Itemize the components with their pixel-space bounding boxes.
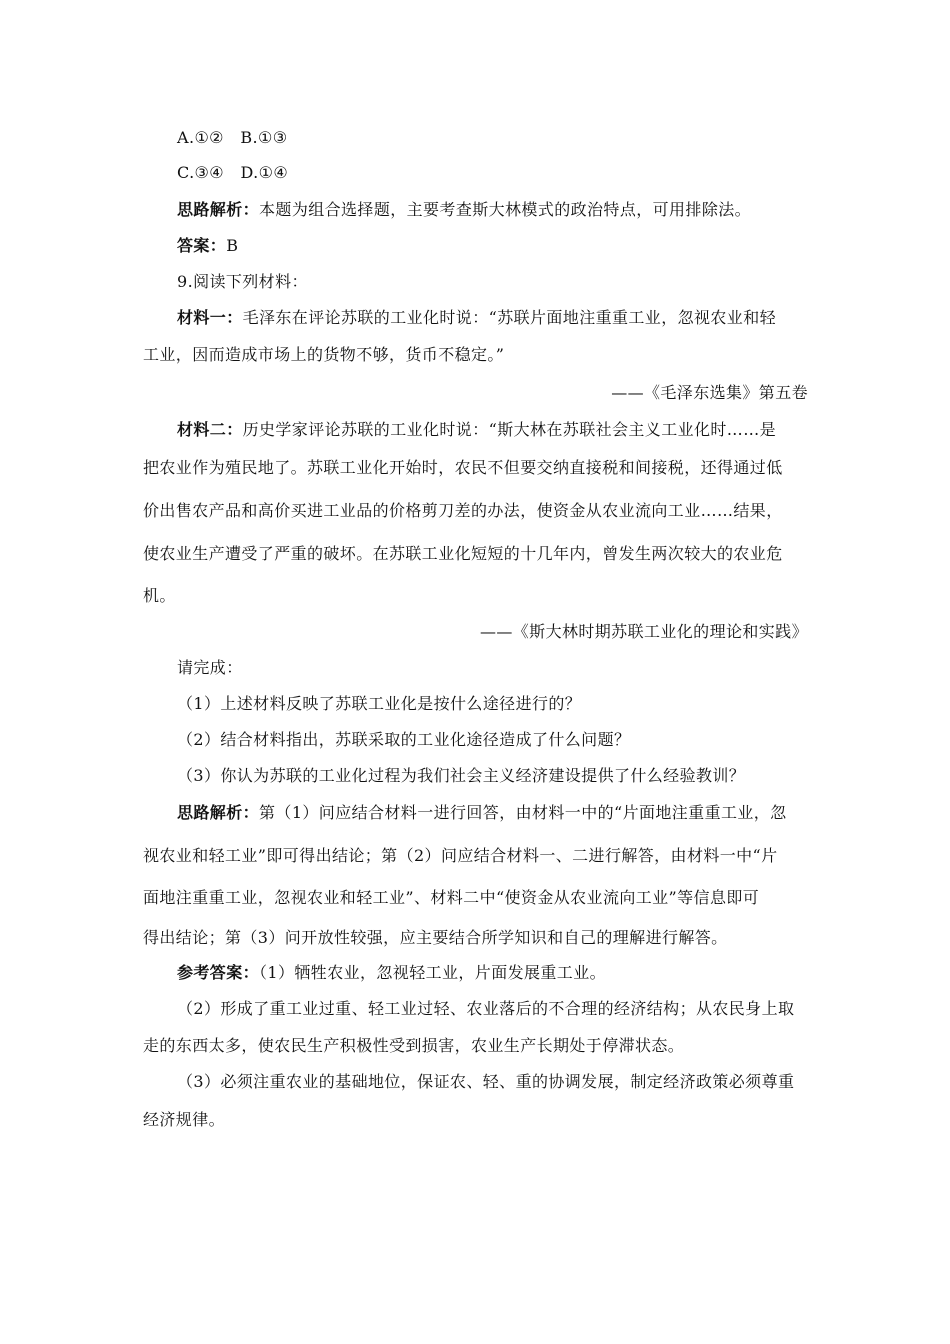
options-line-2: C.③④ D.①④ <box>177 163 289 182</box>
q9-title: 9.阅读下列材料： <box>177 272 308 291</box>
q9-analysis-line-1 <box>143 803 808 823</box>
material2-text-1: 历史学家评论苏联的工业化时说：“斯大林在苏联社会主义工业化时……是 <box>242 420 776 439</box>
material1-label: 材料一： <box>177 308 243 327</box>
q9-answer-3-line-2: 经济规律。 <box>143 1110 226 1129</box>
q9-answer-2-line-1: （2）形成了重工业过重、轻工业过轻、农业落后的不合理的经济结构；从农民身上取 <box>177 999 795 1018</box>
question-2: （2）结合材料指出，苏联采取的工业化途径造成了什么问题？ <box>177 730 631 749</box>
material2-source: ——《斯大林时期苏联工业化的理论和实践》 <box>479 622 808 641</box>
material1-line-1 <box>143 308 808 328</box>
q9-answer-1: （1）牺牲农业，忽视轻工业，片面发展重工业。 <box>259 963 606 982</box>
material2-line-4: 使农业生产遭受了严重的破坏。在苏联工业化短短的十几年内，曾发生两次较大的农业危 <box>143 544 783 563</box>
q8-answer <box>143 236 808 256</box>
material2-label: 材料二： <box>177 420 243 439</box>
material1-text-1: 毛泽东在评论苏联的工业化时说：“苏联片面地注重重工业，忽视农业和轻 <box>242 308 776 327</box>
q9-answer-label: 参考答案： <box>177 963 260 982</box>
material2-line-2: 把农业作为殖民地了。苏联工业化开始时，农民不但要交纳直接税和间接税，还得通过低 <box>143 458 783 477</box>
options-line-1: A.①② B.①③ <box>177 128 288 147</box>
prompt: 请完成： <box>177 658 243 677</box>
material1-line-2: 工业，因而造成市场上的货物不够，货币不稳定。” <box>143 345 505 364</box>
material2-line-5: 机。 <box>143 586 176 605</box>
question-3: （3）你认为苏联的工业化过程为我们社会主义经济建设提供了什么经验教训？ <box>177 766 746 785</box>
q9-answer-2-line-2: 走的东西太多，使农民生产积极性受到损害，农业生产长期处于停滞状态。 <box>143 1036 685 1055</box>
material1-source: ——《毛泽东选集》第五卷 <box>611 383 808 402</box>
material2-line-3: 价出售农产品和高价买进工业品的价格剪刀差的办法，使资金从农业流向工业……结果， <box>143 501 783 520</box>
q8-analysis-label: 思路解析： <box>177 200 260 219</box>
q9-answer-3-line-1: （3）必须注重农业的基础地位，保证农、轻、重的协调发展，制定经济政策必须尊重 <box>177 1072 795 1091</box>
document-page <box>143 0 808 1344</box>
q8-analysis-text: 本题为组合选择题，主要考查斯大林模式的政治特点，可用排除法。 <box>259 200 752 219</box>
q9-answer-line-1 <box>143 963 808 983</box>
q9-analysis-text-1: 第（1）问应结合材料一进行回答，由材料一中的“片面地注重重工业，忽 <box>259 803 787 822</box>
q9-analysis-line-3: 面地注重重工业，忽视农业和轻工业”、材料二中“使资金从农业流向工业”等信息即可 <box>143 888 760 907</box>
q8-answer-label: 答案： <box>177 236 227 255</box>
q9-analysis-line-4: 得出结论；第（3）问开放性较强，应主要结合所学知识和自己的理解进行解答。 <box>143 928 728 947</box>
material2-line-1 <box>143 420 808 440</box>
q8-answer-text: B <box>226 236 239 255</box>
q8-analysis <box>143 200 808 220</box>
q9-analysis-line-2: 视农业和轻工业”即可得出结论；第（2）问应结合材料一、二进行解答，由材料一中“片 <box>143 846 778 865</box>
q9-analysis-label: 思路解析： <box>177 803 260 822</box>
question-1: （1）上述材料反映了苏联工业化是按什么途径进行的？ <box>177 694 582 713</box>
